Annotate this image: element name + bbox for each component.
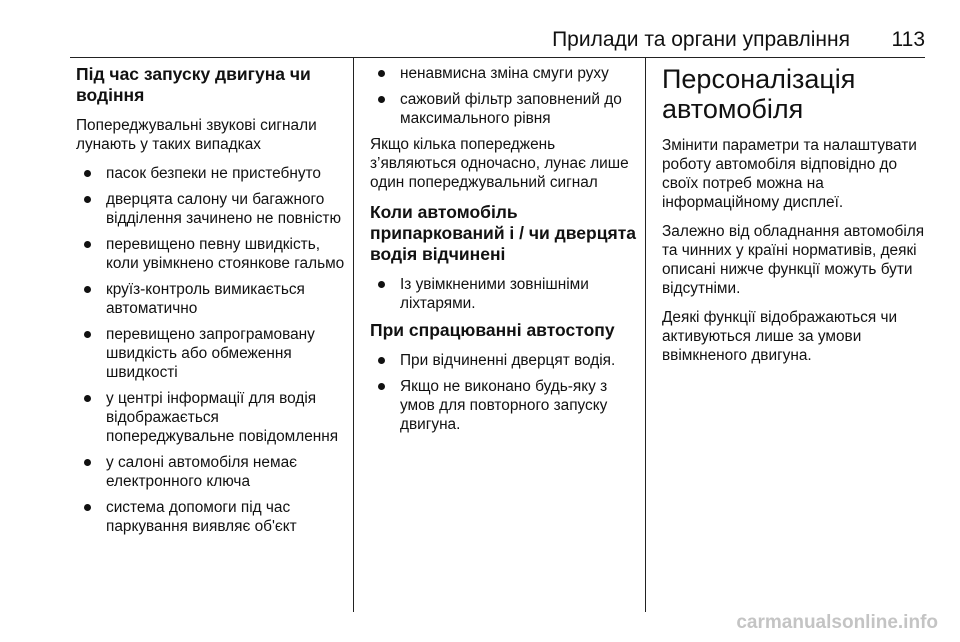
bullet-list [370,351,638,434]
list-item: круїз-контроль вимикається автоматично [76,280,346,318]
chapter-heading: Персоналізація автомобіля [662,64,856,124]
paragraph: Якщо кілька попереджень з’являються одночасно, лунає лише один попереджувальний сигнал [370,136,629,191]
list-item: у центрі інформації для водія відображається попереджувальне повідомлення [76,389,346,446]
bullet-list [76,164,346,536]
bullet-list [370,64,638,128]
column-1 [76,64,346,543]
paragraph: Попереджувальні звукові сигнали лунають у таких випадках [76,117,317,153]
paragraph: Змінити параметри та налаштувати роботу автомобіля відповідно до своїх потреб можна на інформаційному дисплеї. [662,137,917,211]
list-item: ненавмисна зміна смуги руху [370,64,638,83]
section-title: Прилади та органи управління [552,28,850,51]
paragraph: Деякі функції відображаються чи активуються лише за умови ввімкненого двигуна. [662,309,898,364]
list-item: При відчиненні дверцят водія. [370,351,638,370]
paragraph: Залежно від обладнання автомобіля та чинних у країні нормативів, деякі описані нижче функції можуть бути відсутніми. [662,223,925,297]
watermark: carmanualsonline.info [736,612,938,633]
header-divider [70,57,925,58]
section-heading: При спрацюванні автостопу [370,320,615,340]
page-header [70,28,925,58]
page-number: 113 [891,28,925,51]
list-item: перевищено запрограмовану швидкість або обмеження швидкості [76,325,346,382]
list-item: пасок безпеки не пристебнуто [76,164,346,183]
list-item: сажовий фільтр заповнений до максимального рівня [370,90,638,128]
list-item: система допомоги під час паркування виявляє об'єкт [76,498,346,536]
column-2 [370,64,638,441]
list-item: у салоні автомобіля немає електронного ключа [76,453,346,491]
section-heading: Коли автомобіль припаркований і / чи дверцята водія відчинені [370,202,636,264]
list-item: дверцята салону чи багажного відділення зачинено не повністю [76,190,346,228]
section-heading: Під час запуску двигуна чи водіння [76,64,311,105]
column-3 [662,64,932,375]
list-item: Із увімкненими зовнішніми ліхтарями. [370,275,638,313]
list-item: Якщо не виконано будь-яку з умов для повторного запуску двигуна. [370,377,638,434]
column-divider [645,58,646,612]
bullet-list [370,275,638,313]
list-item: перевищено певну швидкість, коли увімкнено стоянкове гальмо [76,235,346,273]
column-divider [353,58,354,612]
